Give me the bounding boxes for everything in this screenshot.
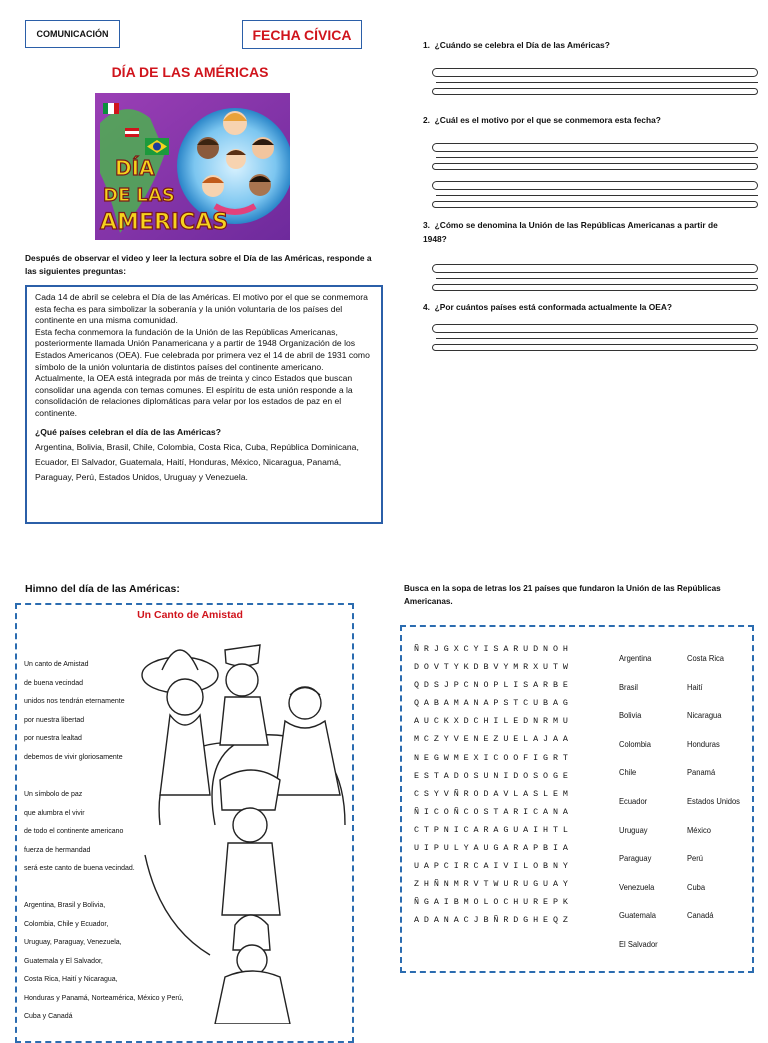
hymn-line: Un canto de Amistad	[24, 659, 89, 668]
poster-illustration	[95, 93, 290, 240]
hymn-line: Costa Rica, Haití y Nicaragua,	[24, 974, 118, 983]
hymn-line: Guatemala y El Salvador,	[24, 955, 103, 965]
word-item: Uruguay	[619, 824, 648, 835]
answer-box-2b[interactable]	[432, 181, 758, 208]
word-item: Bolivia	[619, 710, 642, 721]
grid-row: ZHÑNMRVTWURUGUAY	[414, 879, 573, 890]
hymn-line: Cuba y Canadá	[24, 1011, 73, 1020]
hymn-line: Colombia, Chile y Ecuador,	[24, 918, 109, 928]
hymn-line: debemos de vivir gloriosamente	[24, 751, 123, 761]
word-item: Honduras	[687, 738, 720, 749]
answer-box-2a[interactable]	[432, 143, 758, 170]
wordsearch-instruction: Busca en la sopa de letras los 21 países que fundaron la Unión de las Repúblicas Americanas.	[404, 584, 721, 606]
question-4-text: ¿Por cuántos países está conformada actualmente la OEA?	[434, 302, 673, 312]
grid-row: NEGWMEXICOOFIGRT	[414, 752, 573, 763]
hymn-line: será este canto de buena vecindad.	[24, 863, 135, 872]
hymn-line: por nuestra libertad	[24, 714, 85, 724]
question-1-text: ¿Cuándo se celebra el Día de las Américas?	[434, 40, 610, 50]
hymn-line: de buena vecindad	[24, 677, 84, 687]
question-1	[423, 38, 743, 52]
subject-label: COMUNICACIÓN	[25, 20, 120, 48]
question-3-number: 3.	[423, 220, 430, 230]
question-4-number: 4.	[423, 302, 430, 312]
word-item: Estados Unidos	[687, 795, 740, 806]
answer-box-4[interactable]	[432, 324, 758, 351]
word-item: México	[687, 824, 711, 835]
word-item: Cuba	[687, 881, 706, 892]
question-3-text: ¿Cómo se denomina la Unión de las Repúblicas Americanas a partir de 1948?	[423, 220, 718, 244]
hymn-line: Un símbolo de paz	[24, 789, 83, 798]
word-item: Canadá	[687, 910, 714, 921]
hymn-title: Un Canto de Amistad	[137, 609, 243, 621]
grid-row: UIPULYAUGARAPBIA	[414, 843, 573, 854]
poster-text-americas: AMERICAS	[100, 210, 229, 235]
hymn-line: fuerza de hermandad	[24, 844, 91, 854]
grid-row: MCZYVENEZUELAJAA	[414, 734, 573, 745]
word-item: Haití	[687, 681, 703, 692]
grid-row: CTPNICARAGUAIHTL	[414, 824, 573, 835]
reading-paragraph-2: Esta fecha conmemora la fundación de la Unión de las Repúblicas Americanas, posteriormente llamada Unión Panamericana y a partir de 1948 Organización de los Estados Americanos (OEA). Fue celebrada por primera vez el 14 de abril de 1931 como símbolo de la unión voluntaria de distintos países del continente americano. Actualmente, la OEA está integrada por más de treinta y cinco Estados que buscan consolidar una agenda con temas comunes. El espíritu de esta unión responde a la consolidación de relaciones diplomáticas para velar por los estados de paz en el continente.	[35, 326, 370, 418]
page-title: DÍA DE LAS AMÉRICAS	[111, 64, 269, 80]
grid-row: ADANACJBÑRDGHEQZ	[414, 915, 573, 926]
reading-question: ¿Qué países celebran el día de las Américas?	[35, 426, 221, 437]
word-item: Ecuador	[619, 795, 648, 806]
hymn-line: unidos nos tendrán eternamente	[24, 696, 125, 705]
grid-row: QABAMANAPSTCUBAG	[414, 698, 573, 709]
hymn-heading: Himno del día de las Américas:	[25, 583, 180, 595]
reading-countries: Argentina, Bolivia, Brasil, Chile, Colombia, Costa Rica, Cuba, República Dominicana, Ecuador, El Salvador, Guatemala, Haití, Honduras, México, Nicaragua, Panamá, Paraguay, Perú, Estados Unidos, Uruguay y Venezuela.	[35, 442, 359, 483]
hymn-line: que alumbra el vivir	[24, 807, 85, 817]
hymn-line: Honduras y Panamá, Norteamérica, México y Perú,	[24, 992, 184, 1002]
answer-box-3[interactable]	[432, 264, 758, 291]
hymn-line: por nuestra lealtad	[24, 733, 82, 742]
poster-text-delas: DE LAS	[103, 185, 175, 206]
word-list-col-2	[687, 644, 747, 930]
question-2	[423, 113, 743, 127]
letter-grid	[414, 640, 573, 930]
word-item: Argentina	[619, 653, 652, 663]
word-item: Brasil	[619, 681, 638, 692]
answer-box-1[interactable]	[432, 68, 758, 95]
word-item: Chile	[619, 767, 637, 778]
grid-row: ÑRJGXCYISARUDNOH	[414, 644, 573, 654]
word-item: Venezuela	[619, 881, 655, 892]
question-2-text: ¿Cuál es el motivo por el que se conmemora esta fecha?	[434, 115, 661, 125]
word-item: Guatemala	[619, 910, 657, 921]
word-item: El Salvador	[619, 938, 658, 949]
word-list-col-1	[619, 644, 663, 959]
question-2-number: 2.	[423, 115, 430, 125]
word-item: Perú	[687, 853, 703, 864]
word-item: Panamá	[687, 767, 716, 778]
word-item: Colombia	[619, 738, 651, 749]
question-3	[423, 218, 743, 246]
reading-paragraph-1: Cada 14 de abril se celebra el Día de las Américas. El motivo por el que se conmemora esta fecha es para simbolizar la soberanía y la unión voluntaria de los países del continente en una misma comunidad.	[35, 292, 368, 326]
word-item: Costa Rica	[687, 653, 724, 663]
grid-row: UAPCIRCAIVILOBNY	[414, 861, 573, 872]
question-4	[423, 300, 743, 314]
grid-row: QDSJPCNOPLISARBE	[414, 680, 573, 691]
hymn-line: Argentina, Brasil y Bolivia,	[24, 900, 106, 909]
grid-row: AUCKXDCHILEDNRMU	[414, 716, 573, 727]
hymn-line: Uruguay, Paraguay, Venezuela,	[24, 937, 122, 946]
instructions-text: Después de observar el video y leer la lectura sobre el Día de las Américas, responde a las siguientes preguntas:	[25, 253, 372, 276]
grid-row: ÑGAIBMOLOCHUREPK	[414, 897, 573, 908]
hymn-stanza-2	[24, 785, 194, 878]
question-1-number: 1.	[423, 40, 430, 50]
word-item: Paraguay	[619, 853, 652, 864]
grid-row: CSYVÑRODAVLASLEM	[414, 788, 573, 799]
grid-row: ESTADOSUNIDOSOGE	[414, 770, 573, 781]
grid-row: ÑICOÑCOSTARICANA	[414, 806, 573, 817]
hymn-line: de todo el continente americano	[24, 826, 124, 835]
hymn-stanza-3	[24, 896, 224, 1026]
civic-date-tag: FECHA CÍVICA	[242, 20, 362, 49]
reading-box	[25, 285, 383, 524]
word-item: Nicaragua	[687, 710, 722, 721]
hymn-stanza-1	[24, 655, 194, 766]
americas-day-poster	[95, 93, 290, 240]
poster-text-dia: DÍA	[115, 156, 155, 180]
grid-row: DOVTYKDBVYMRXUTW	[414, 662, 573, 673]
